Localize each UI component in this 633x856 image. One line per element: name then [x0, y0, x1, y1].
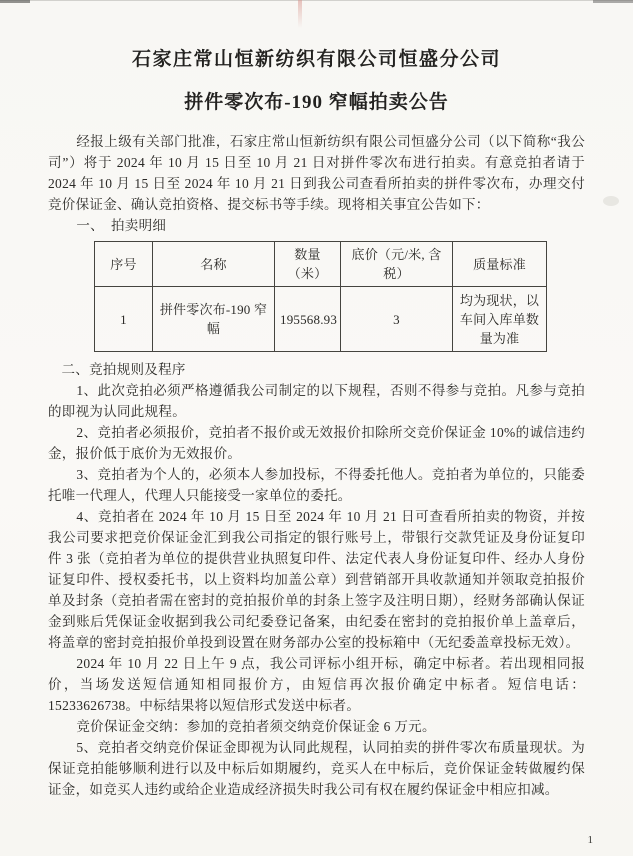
announcement-title: 拼件零次布-190 窄幅拍卖公告	[184, 92, 449, 113]
scan-artifact-pink-streak	[298, 0, 302, 28]
cell-base-price: 3	[341, 287, 453, 352]
col-header-name: 名称	[153, 242, 275, 287]
rule-paragraph-7: 5、竞拍者交纳竞价保证金即视为认同此规程，认同拍卖的拼件零次布质量现状。为保证竞拍能够顺利进行以及中标后如期履约，竞买人在中标后，竞价保证金转做履约保证金，如竞买人违约或给企业造成经济损失时我公司有权在履约保证金中相应扣减。	[48, 740, 585, 797]
cell-quality: 均为现状，以车间入库单数量为准	[453, 287, 547, 352]
col-header-base-price: 底价（元/米, 含税）	[341, 242, 453, 287]
table-header-row	[95, 242, 547, 287]
cell-name: 拼件零次布-190 窄幅	[153, 287, 275, 352]
rule-paragraph-2: 2、竞拍者必须报价，竞拍者不报价或无效报价扣除所交竞价保证金 10%的诚信违约金，报价低于底价为无效报价。	[48, 425, 585, 461]
scan-artifact-top-left	[0, 0, 30, 3]
company-title: 石家庄常山恒新纺织有限公司恒盛分公司	[131, 49, 501, 70]
table-row	[95, 287, 547, 352]
scan-artifact-top-right	[593, 0, 633, 3]
rule-paragraph-4: 4、竞拍者在 2024 年 10 月 15 日至 2024 年 10 月 21 日可查看所拍卖的物资，并按我公司要求把竞价保证金汇到我公司指定的银行账号上，带银行交款凭证及身份证复印件 3 张（竞拍者为单位的提供营业执照复印件、法定代表人身份证复印件、经办人身份证复印件、授权委托书，以上资料均加盖公章）到营销部开具收款通知并领取竞拍报价单及封条（竞拍者需在密封的竞拍报价单的封条上签字及注明日期），经财务部确认保证金到账后凭保证金收据到我公司纪委登记备案，由纪委在密封的竞拍报价单上盖章后，将盖章的密封竞拍报价单投到设置在财务部办公室的投标箱中（无纪委盖章投标无效）。	[48, 509, 585, 650]
intro-paragraph: 经报上级有关部门批准，石家庄常山恒新纺织有限公司恒盛分公司（以下简称“我公司”）将于 2024 年 10 月 15 日至 10 月 21 日对拼件零次布进行拍卖。有意竞拍者请于 2024 年 10 月 15 日至 2024 年 10 月 21 日到我公司查看所拍卖的拼件零次布，办理交付竞价保证金、确认竞拍资格、提交标书等手续。现将相关事宜公告如下：	[48, 134, 585, 212]
col-header-quantity: 数量（米）	[275, 242, 341, 287]
cell-seq: 1	[95, 287, 153, 352]
col-header-quality: 质量标准	[453, 242, 547, 287]
rule-paragraph-3: 3、竞拍者为个人的，必须本人参加投标，不得委托他人。竞拍者为单位的，只能委托唯一代理人，代理人只能接受一家单位的委托。	[48, 467, 585, 503]
section2-heading: 二、竞拍规则及程序	[61, 362, 186, 377]
col-header-seq: 序号	[95, 242, 153, 287]
rule-paragraph-1: 1、此次竞拍必须严格遵循我公司制定的以下规程，否则不得参与竞拍。凡参与竞拍的即视为认同此规程。	[48, 383, 585, 419]
section1-heading: 一、 拍卖明细	[76, 218, 167, 233]
rule-paragraph-6: 竞价保证金交纳：参加的竞拍者须交纳竞价保证金 6 万元。	[76, 719, 436, 734]
cell-quantity: 195568.93	[275, 287, 341, 352]
auction-detail-table	[94, 241, 547, 352]
page-number: 1	[587, 834, 593, 846]
rule-paragraph-5: 2024 年 10 月 22 日上午 9 点，我公司评标小组开标，确定中标者。若出现相同报价，当场发送短信通知相同报价方，由短信再次报价确定中标者。短信电话：15233626738。中标结果将以短信形式发送中标者。	[48, 656, 585, 713]
scan-artifact-smudge	[603, 196, 619, 206]
scan-artifact-top-line	[0, 0, 633, 1]
